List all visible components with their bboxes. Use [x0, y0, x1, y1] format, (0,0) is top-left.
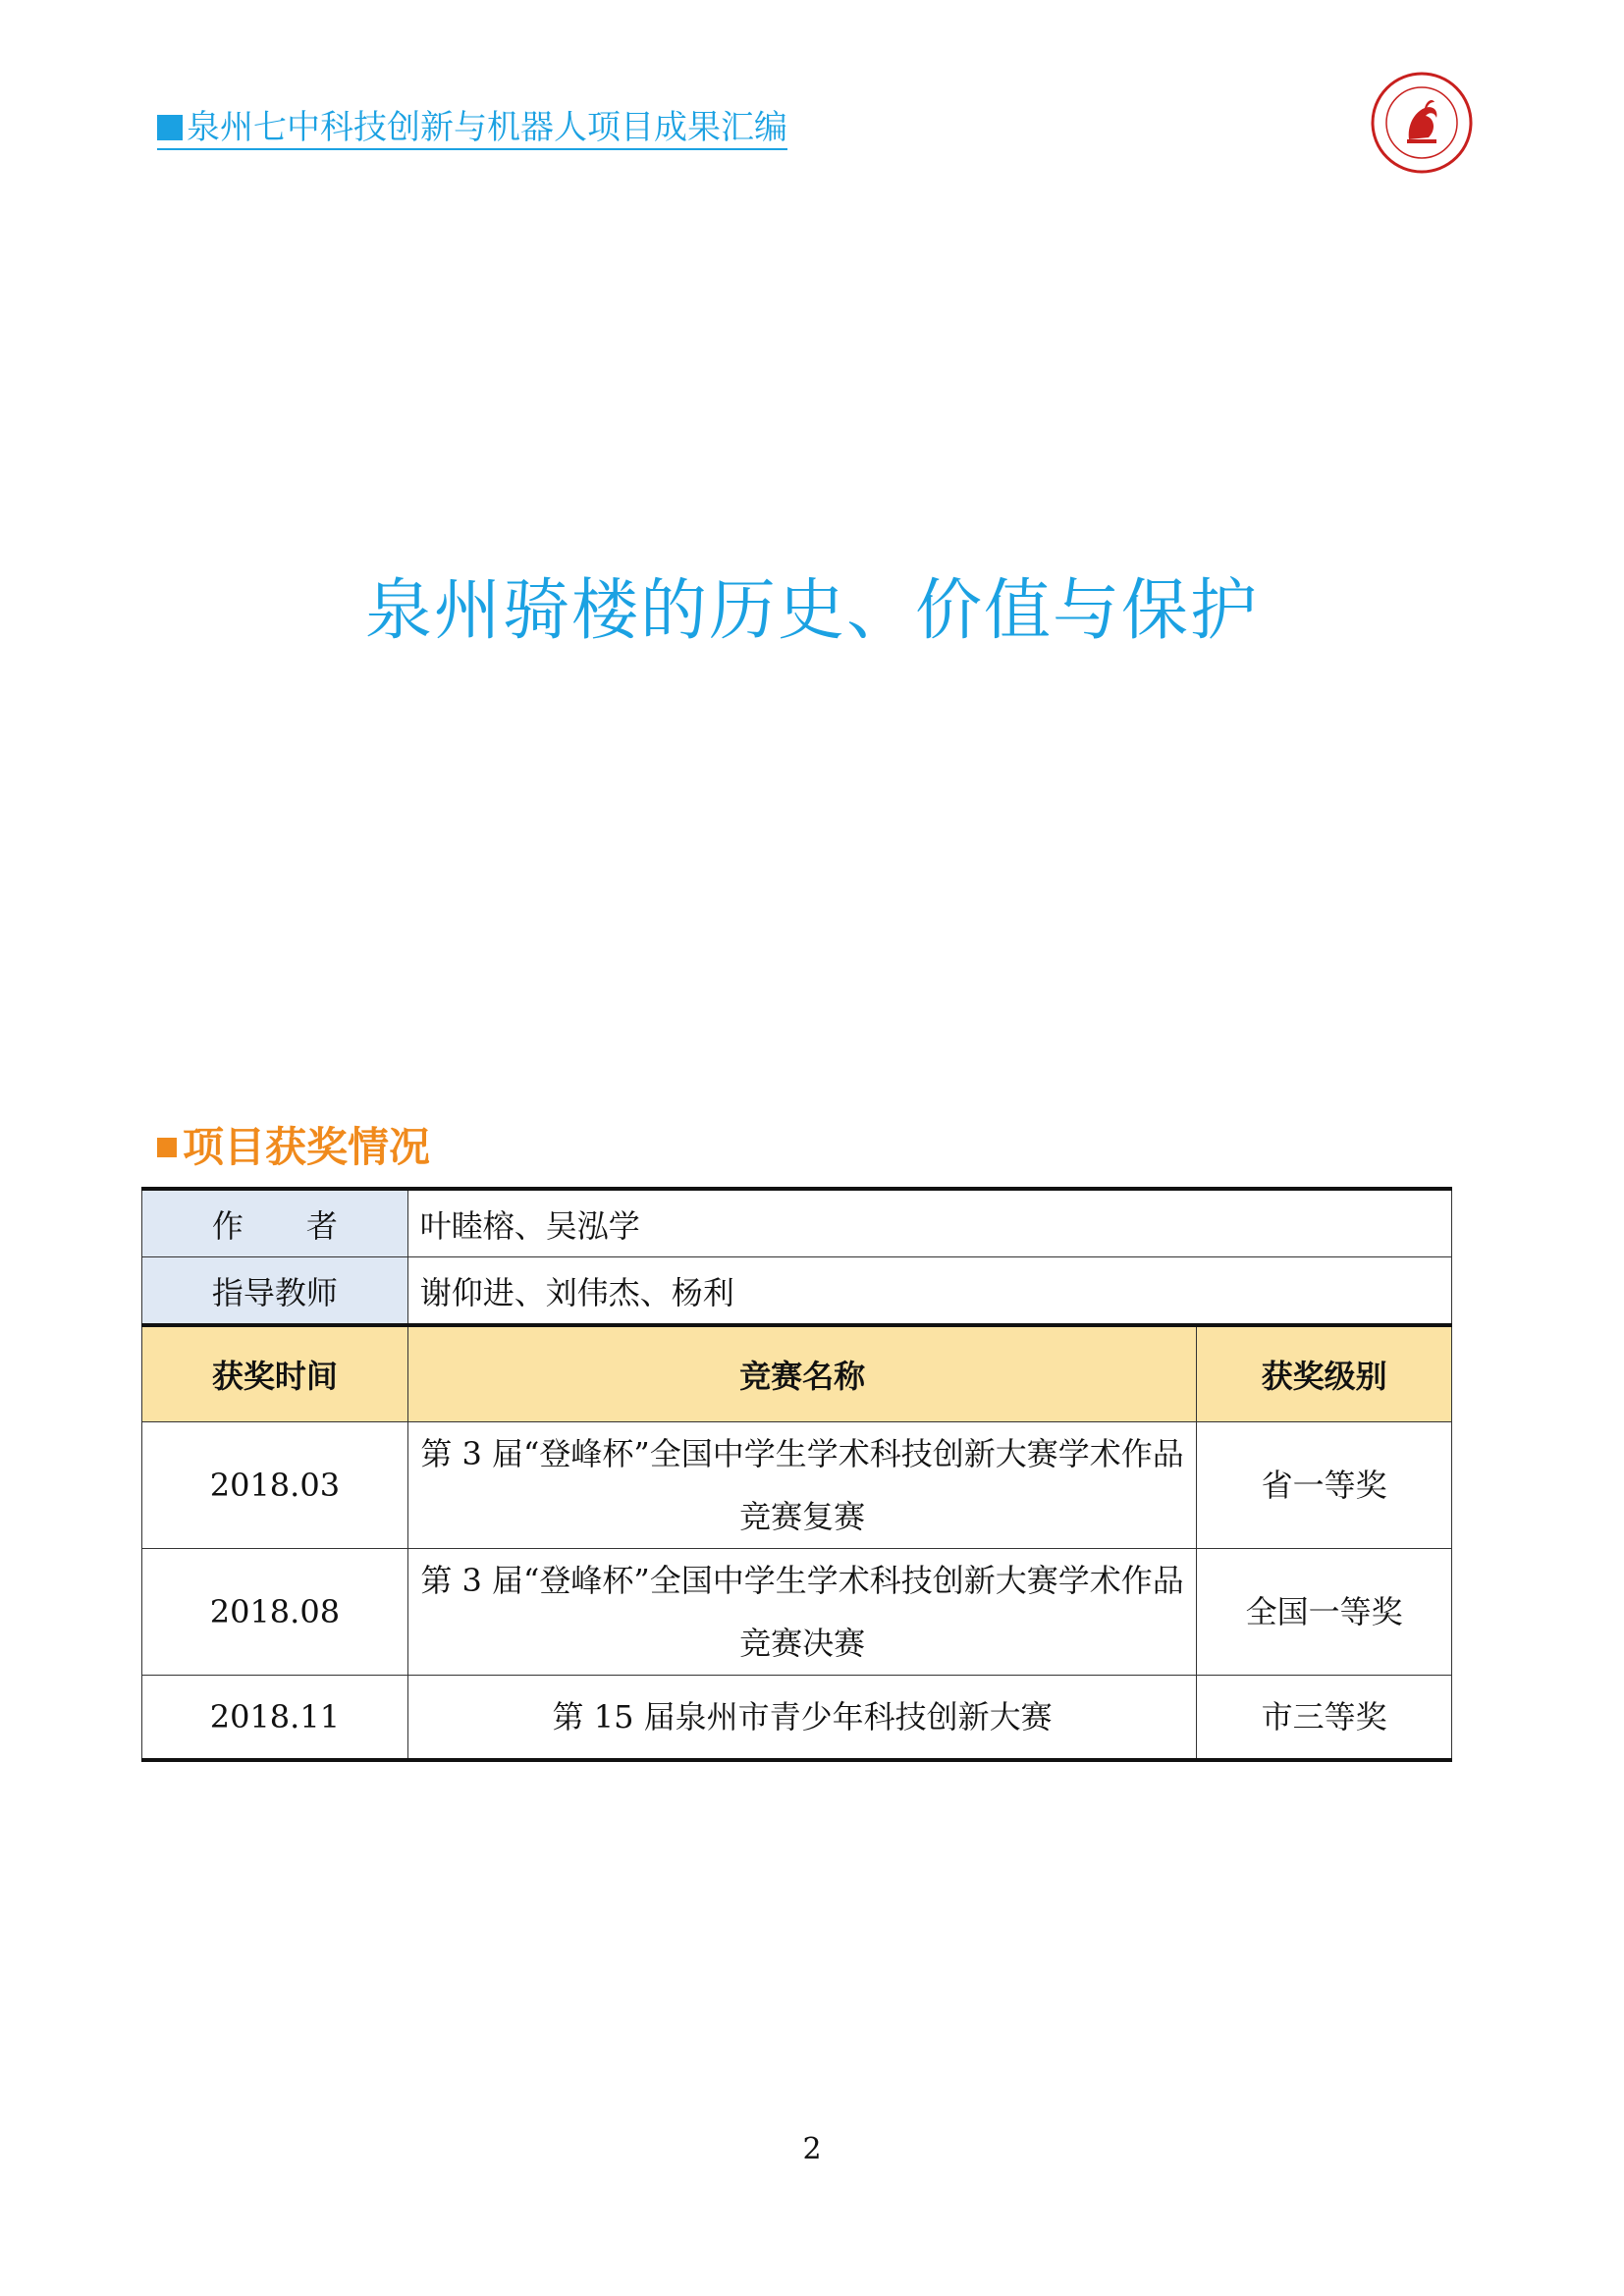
awards-table	[141, 1187, 1452, 1762]
section-title-text: 项目获奖情况	[183, 1123, 431, 1171]
table-header-row	[142, 1325, 1452, 1422]
running-header	[157, 110, 787, 150]
section-title	[157, 1115, 430, 1174]
column-header: 获奖级别	[1197, 1325, 1452, 1422]
square-bullet-icon	[157, 115, 183, 140]
info-row-advisors	[142, 1257, 1452, 1326]
running-header-text: 泉州七中科技创新与机器人项目成果汇编	[187, 108, 787, 147]
school-emblem-logo	[1370, 71, 1474, 175]
competition-name: 第 3 届“登峰杯”全国中学生学术科技创新大赛学术作品竞赛决赛	[407, 1549, 1197, 1676]
award-date: 2018.03	[142, 1422, 408, 1549]
info-value: 谢仰进、刘伟杰、杨利	[407, 1257, 1451, 1326]
award-level: 市三等奖	[1197, 1676, 1452, 1761]
award-level: 全国一等奖	[1197, 1549, 1452, 1676]
award-level: 省一等奖	[1197, 1422, 1452, 1549]
award-date: 2018.11	[142, 1676, 408, 1761]
table-row	[142, 1549, 1452, 1676]
competition-name: 第 15 届泉州市青少年科技创新大赛	[407, 1676, 1197, 1761]
document-title: 泉州骑楼的历史、价值与保护	[364, 572, 1259, 650]
info-row-authors	[142, 1189, 1452, 1257]
competition-name: 第 3 届“登峰杯”全国中学生学术科技创新大赛学术作品竞赛复赛	[407, 1422, 1197, 1549]
square-bullet-icon	[157, 1138, 177, 1157]
page-number: 2	[802, 2132, 822, 2166]
table-row	[142, 1676, 1452, 1761]
info-label: 作 者	[142, 1189, 408, 1257]
award-date: 2018.08	[142, 1549, 408, 1676]
column-header: 竞赛名称	[407, 1325, 1197, 1422]
column-header: 获奖时间	[142, 1325, 408, 1422]
info-value: 叶睦榕、吴泓学	[407, 1189, 1451, 1257]
table-row	[142, 1422, 1452, 1549]
info-label: 指导教师	[142, 1257, 408, 1326]
